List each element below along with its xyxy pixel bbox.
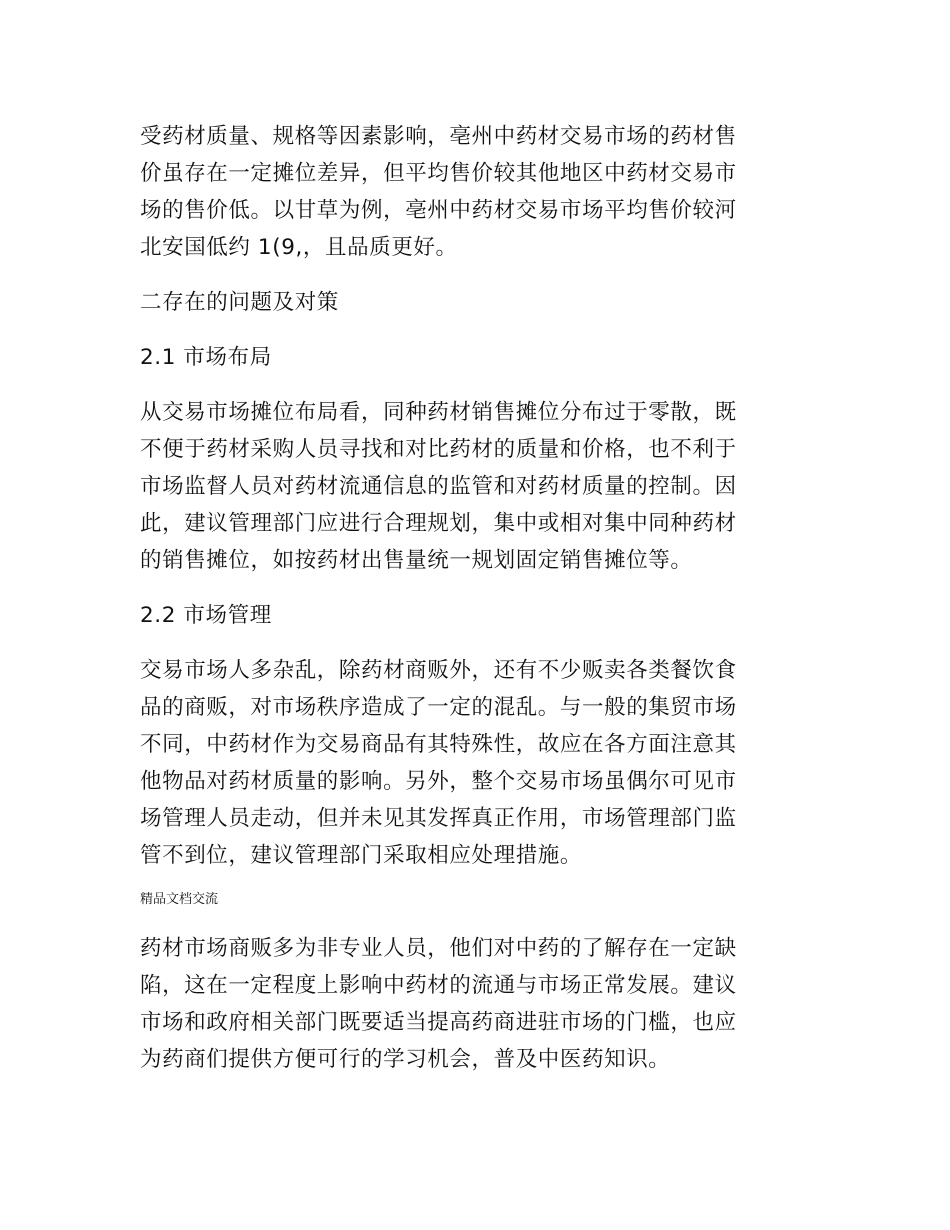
- subsection-1-heading: 2.1 市场布局: [140, 345, 272, 370]
- subsection-1-line-5: 的销售摊位，如按药材出售量统一规划固定销售摊位等。: [140, 548, 693, 573]
- subsection-1-line-1: 从交易市场摊位布局看，同种药材销售摊位分布过于零散，既: [140, 400, 737, 425]
- paragraph-last-line-3: 市场和政府相关部门既要适当提高药商进驻市场的门槛，也应: [140, 1010, 737, 1035]
- section-heading: 二存在的问题及对策: [140, 290, 339, 315]
- subsection-2-line-3: 不同，中药材作为交易商品有其特殊性，故应在各方面注意其: [140, 732, 737, 757]
- subsection-2-line-4: 他物品对药材质量的影响。另外，整个交易市场虽偶尔可见市: [140, 769, 737, 794]
- subsection-1-line-3: 市场监督人员对药材流通信息的监管和对药材质量的控制。因: [140, 474, 737, 499]
- subsection-2-heading: 2.2 市场管理: [140, 603, 272, 628]
- footer-note: 精品文档交流: [140, 892, 219, 907]
- subsection-2-line-1: 交易市场人多杂乱，除药材商贩外，还有不少贩卖各类餐饮食: [140, 658, 737, 683]
- subsection-2-line-2: 品的商贩，对市场秩序造成了一定的混乱。与一般的集贸市场: [140, 695, 737, 720]
- paragraph-1-line-2: 价虽存在一定摊位差异，但平均售价较其他地区中药材交易市: [140, 161, 737, 186]
- subsection-2-line-6: 管不到位，建议管理部门采取相应处理措施。: [140, 843, 583, 868]
- paragraph-last-line-1: 药材市场商贩多为非专业人员，他们对中药的了解存在一定缺: [140, 936, 737, 961]
- subsection-1-line-2: 不便于药材采购人员寻找和对比药材的质量和价格，也不利于: [140, 437, 737, 462]
- paragraph-1-line-4: 北安国低约 1(9,，且品质更好。: [140, 235, 458, 260]
- subsection-2-line-5: 场管理人员走动，但并未见其发挥真正作用，市场管理部门监: [140, 806, 737, 831]
- paragraph-1-line-3: 场的售价低。以甘草为例，亳州中药材交易市场平均售价较河: [140, 198, 737, 223]
- paragraph-1-line-1: 受药材质量、规格等因素影响，亳州中药材交易市场的药材售: [140, 124, 737, 149]
- paragraph-last-line-2: 陷，这在一定程度上影响中药材的流通与市场正常发展。建议: [140, 973, 737, 998]
- paragraph-last-line-4: 为药商们提供方便可行的学习机会，普及中医药知识。: [140, 1047, 671, 1072]
- subsection-1-line-4: 此，建议管理部门应进行合理规划，集中或相对集中同种药材: [140, 511, 737, 536]
